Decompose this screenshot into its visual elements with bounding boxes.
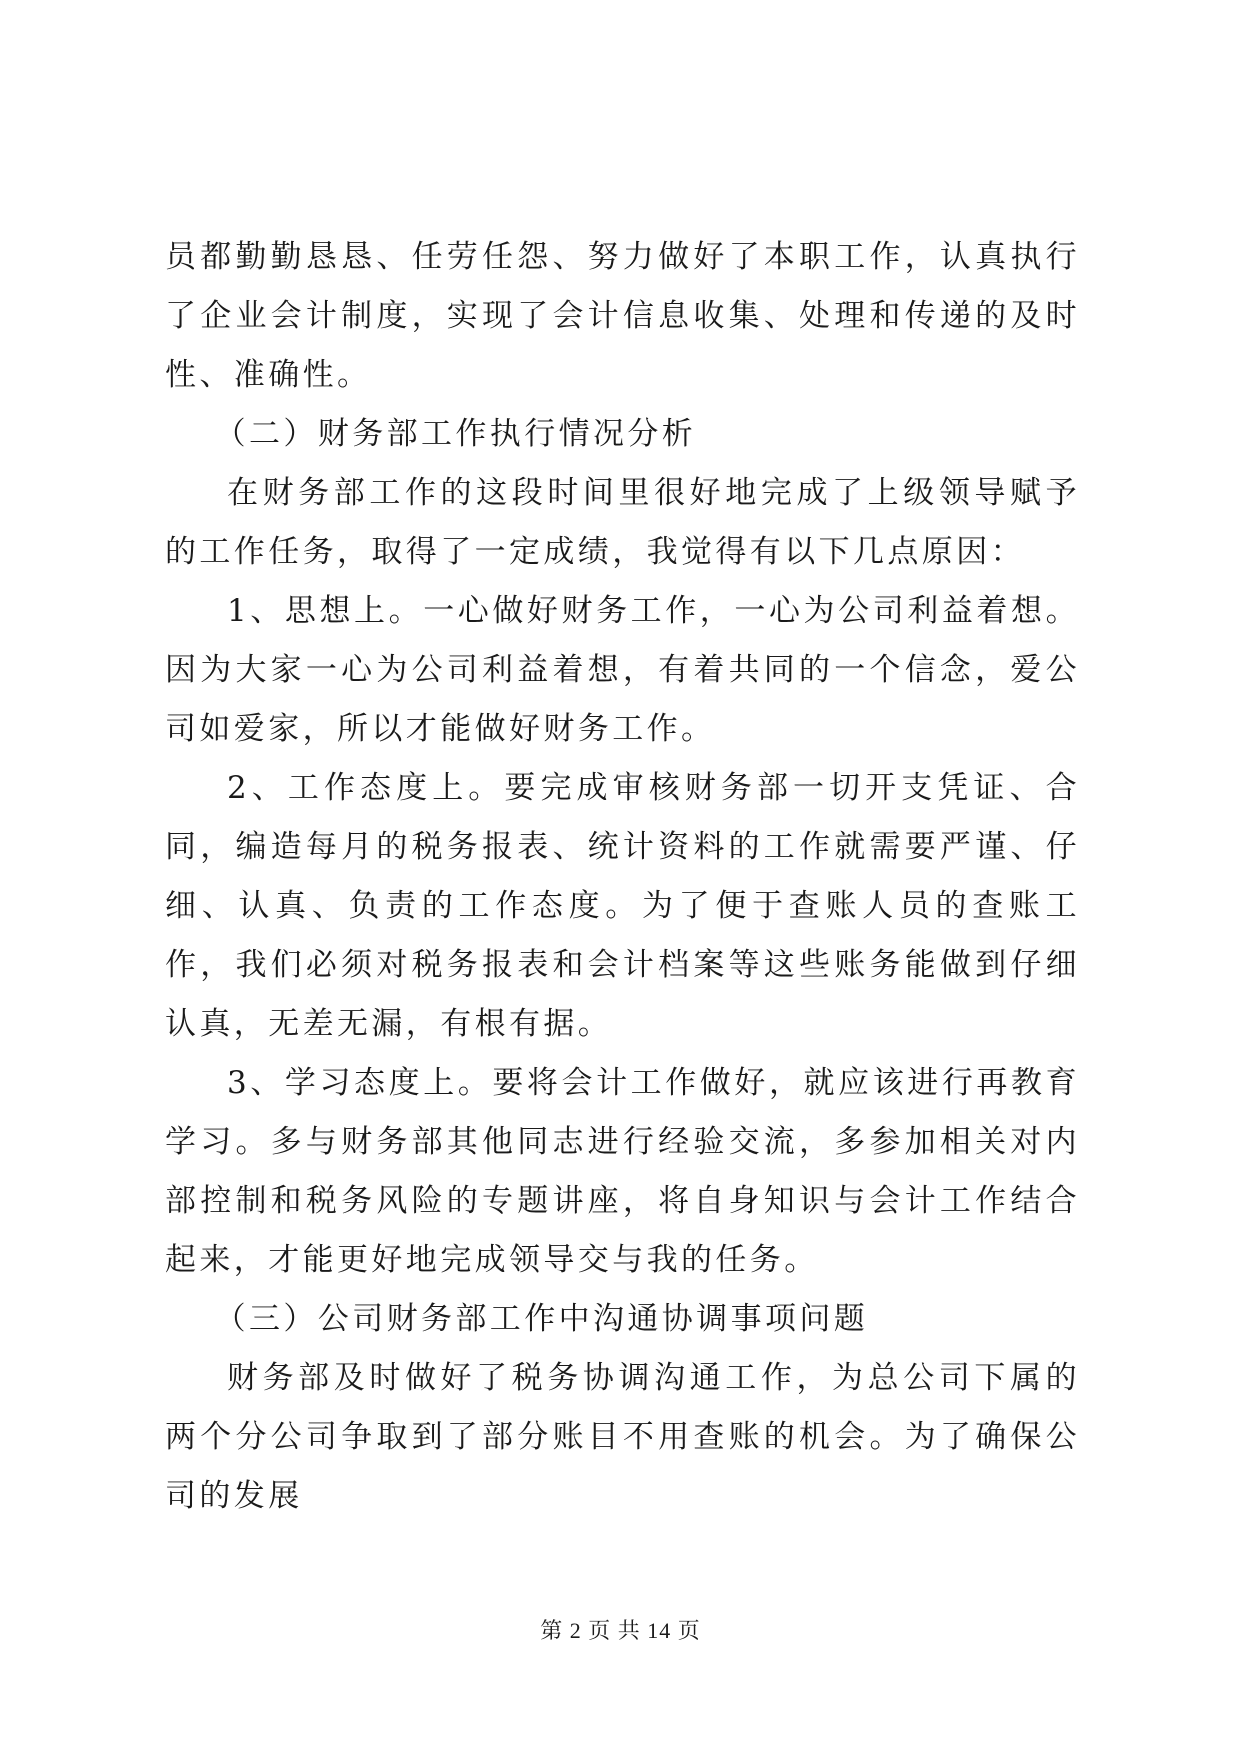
paragraph-point-2: 2、工作态度上。要完成审核财务部一切开支凭证、合同，编造每月的税务报表、统计资料的工作就需要严谨、仔细、认真、负责的工作态度。为了便于查账人员的查账工作，我们必须对税务报表和会计档案等这些账务能做到仔细认真，无差无漏，有根有据。 xyxy=(165,770,1080,1042)
paragraph-point-3: 3、学习态度上。要将会计工作做好，就应该进行再教育学习。多与财务部其他同志进行经验交流，多参加相关对内部控制和税务风险的专题讲座，将自身知识与会计工作结合起来，才能更好地完成领导交与我的任务。 xyxy=(165,1065,1080,1278)
page-footer: 第 2 页 共 14 页 xyxy=(540,1618,701,1643)
section-heading-2: （二）财务部工作执行情况分析 xyxy=(214,416,697,452)
paragraph-communication: 财务部及时做好了税务协调沟通工作，为总公司下属的两个分公司争取到了部分账目不用查账的机会。为了确保公司的发展 xyxy=(165,1360,1080,1514)
paragraph-point-1: 1、思想上。一心做好财务工作，一心为公司利益着想。因为大家一心为公司利益着想，有着共同的一个信念，爱公司如爱家，所以才能做好财务工作。 xyxy=(165,593,1080,747)
section-heading-3: （三）公司财务部工作中沟通协调事项问题 xyxy=(214,1301,869,1337)
paragraph-continuation: 员都勤勤恳恳、任劳任怨、努力做好了本职工作，认真执行了企业会计制度，实现了会计信息收集、处理和传递的及时性、准确性。 xyxy=(165,239,1080,393)
document-body xyxy=(165,228,1080,1526)
paragraph-intro: 在财务部工作的这段时间里很好地完成了上级领导赋予的工作任务，取得了一定成绩，我觉得有以下几点原因： xyxy=(165,475,1080,570)
